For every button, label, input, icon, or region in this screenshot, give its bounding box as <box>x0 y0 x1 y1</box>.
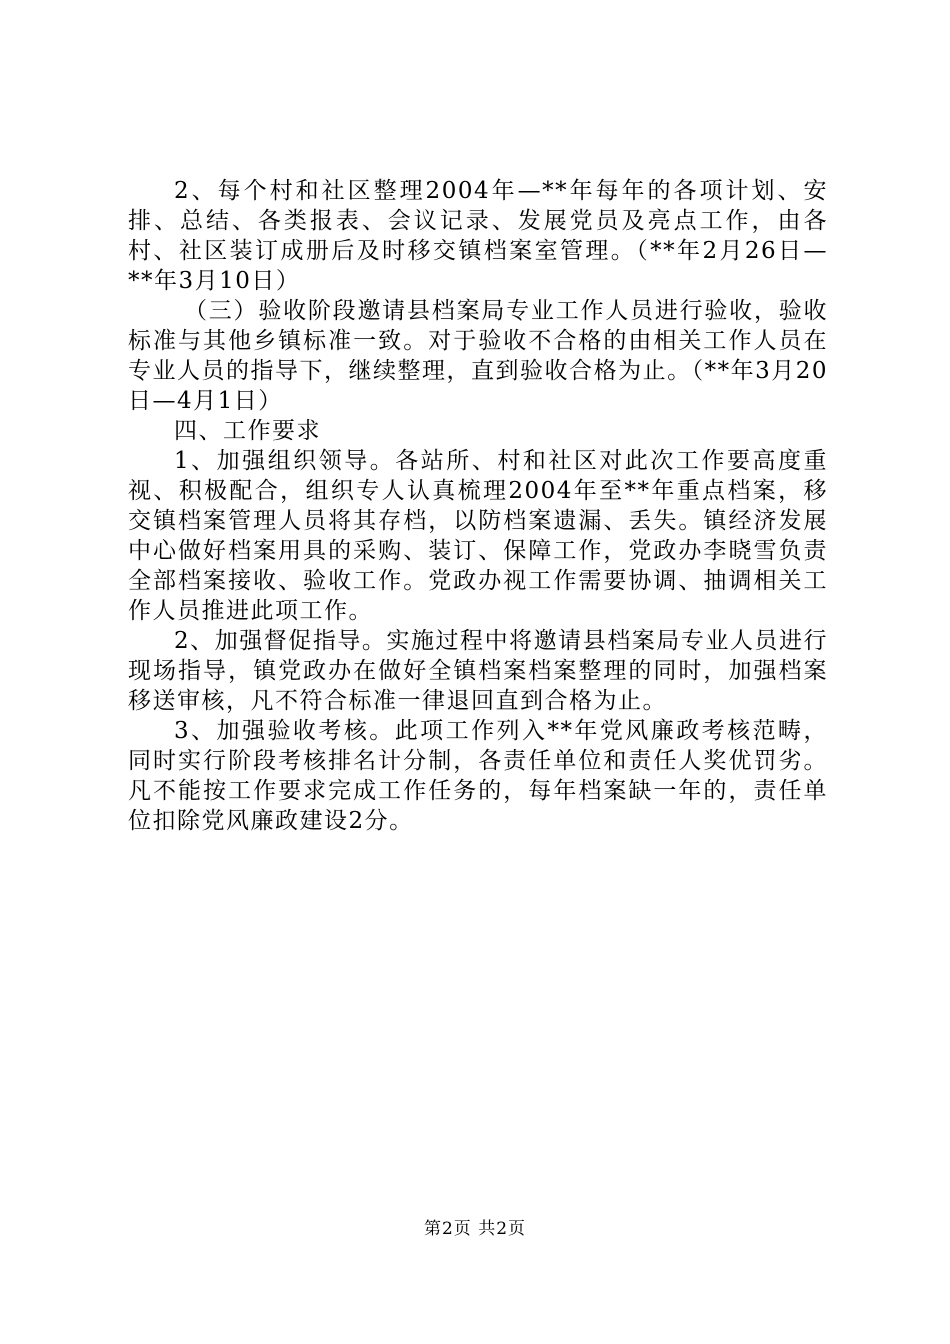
page-number-footer: 第2页 共2页 <box>423 1219 527 1239</box>
paragraph-village-archives: 2、每个村和社区整理2004年—**年每年的各项计划、安排、总结、各类报表、会议记录、发展党员及亮点工作，由各村、社区装订成册后及时移交镇档案室管理。（**年2月26日—**年3月10日） <box>128 178 828 294</box>
paragraph-supervision-guidance: 2、加强督促指导。实施过程中将邀请县档案局专业人员进行现场指导，镇党政办在做好全镇档案档案整理的同时，加强档案移送审核，凡不符合标准一律退回直到合格为止。 <box>128 628 828 714</box>
document-body <box>128 176 828 836</box>
paragraph-organization-leadership: 1、加强组织领导。各站所、村和社区对此次工作要高度重视、积极配合，组织专人认真梳理2004年至**年重点档案，移交镇档案管理人员将其存档，以防档案遗漏、丢失。镇经济发展中心做好档案用具的采购、装订、保障工作，党政办李晓雪负责全部档案接收、验收工作。党政办视工作需要协调、抽调相关工作人员推进此项工作。 <box>128 448 828 624</box>
section-heading-work-requirements: 四、工作要求 <box>174 418 321 444</box>
paragraph-acceptance-assessment: 3、加强验收考核。此项工作列入**年党风廉政考核范畴，同时实行阶段考核排名计分制，各责任单位和责任人奖优罚劣。凡不能按工作要求完成工作任务的，每年档案缺一年的，责任单位扣除党风廉政建设2分。 <box>128 718 828 834</box>
paragraph-acceptance-stage: （三）验收阶段邀请县档案局专业工作人员进行验收，验收标准与其他乡镇标准一致。对于验收不合格的由相关工作人员在专业人员的指导下，继续整理，直到验收合格为止。（**年3月20日—4月1日） <box>128 298 828 414</box>
